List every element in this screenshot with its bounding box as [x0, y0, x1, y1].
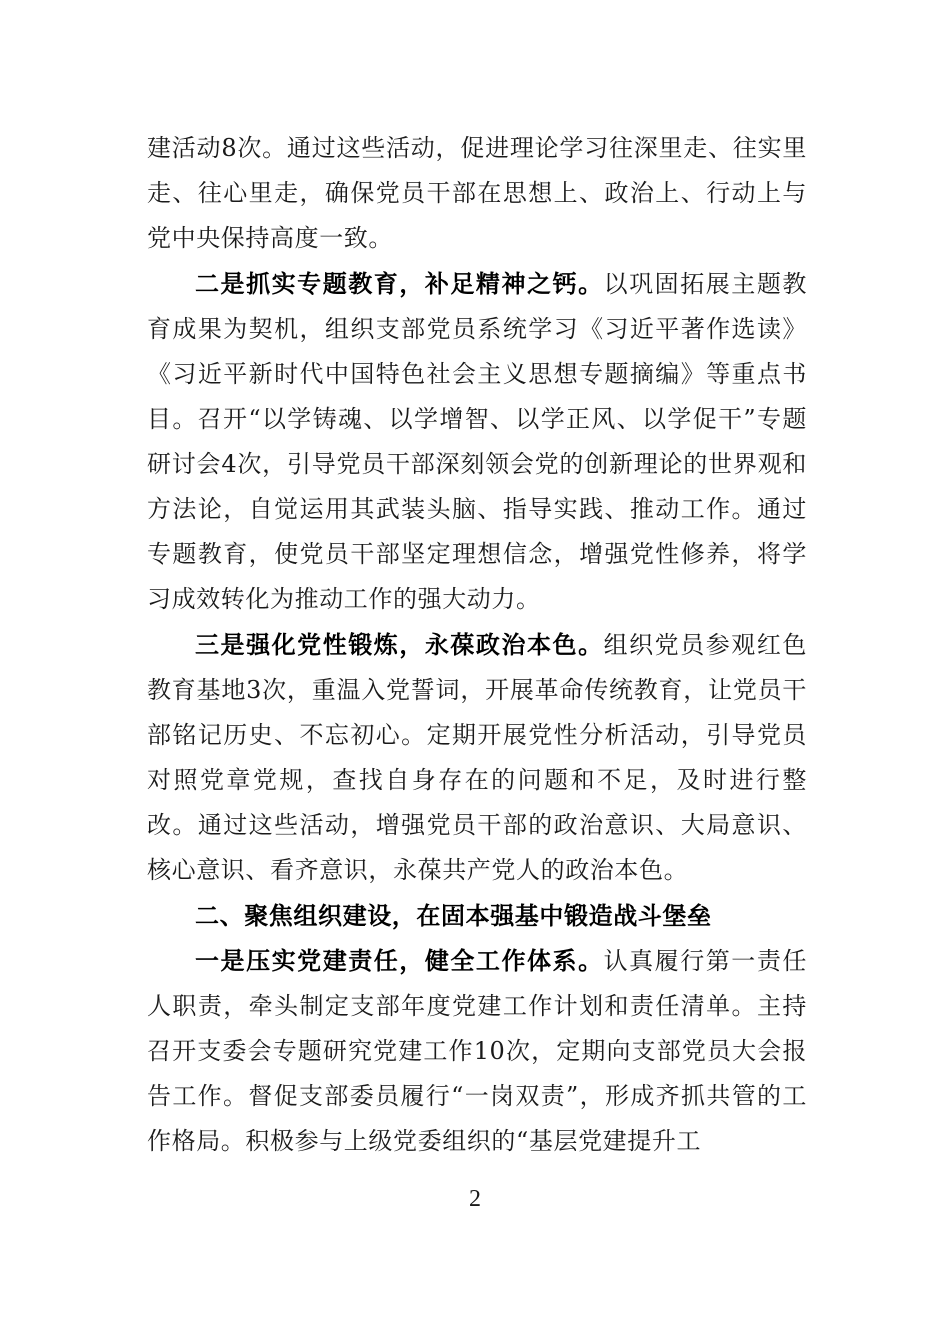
paragraph-responsibility [147, 938, 807, 1164]
paragraph-lead: 三是强化党性锻炼，永葆政治本色。 [195, 630, 604, 659]
paragraph-continuation [147, 126, 807, 261]
paragraph-lead: 二是抓实专题教育，补足精神之钙。 [195, 269, 604, 298]
paragraph-lead: 一是压实党建责任，健全工作体系。 [195, 946, 604, 975]
paragraph-body: 认真履行第一责任人职责，牵头制定支部年度党建工作计划和责任清单。主持召开支委会专题研究党建工作10次，定期向支部党员大会报告工作。督促支部委员履行“一岗双责”，形成齐抓共管的工作格局。积极参与上级党委组织的“基层党建提升工 [147, 947, 807, 1155]
document-body [147, 126, 807, 1164]
paragraph-body: 建活动8次。通过这些活动，促进理论学习往深里走、往实里走、往心里走，确保党员干部在思想上、政治上、行动上与党中央保持高度一致。 [147, 134, 807, 252]
section-heading: 二、聚焦组织建设，在固本强基中锻造战斗堡垒 [195, 901, 712, 930]
paragraph-body: 以巩固拓展主题教育成果为契机，组织支部党员系统学习《习近平著作选读》《习近平新时代中国特色社会主义思想专题摘编》等重点书目。召开“以学铸魂、以学增智、以学正风、以学促干”专题研讨会4次，引导党员干部深刻领会党的创新理论的世界观和方法论，自觉运用其武装头脑、指导实践、推动工作。通过专题教育，使党员干部坚定理想信念，增强党性修养，将学习成效转化为推动工作的强大动力。 [147, 270, 807, 613]
paragraph-party-training [147, 622, 807, 893]
page-number: 2 [469, 1186, 481, 1212]
paragraph-body: 组织党员参观红色教育基地3次，重温入党誓词，开展革命传统教育，让党员干部铭记历史、不忘初心。定期开展党性分析活动，引导党员对照党章党规，查找自身存在的问题和不足，及时进行整改。通过这些活动，增强党员干部的政治意识、大局意识、核心意识、看齐意识，永葆共产党人的政治本色。 [147, 631, 807, 884]
paragraph-topic-education [147, 261, 807, 622]
